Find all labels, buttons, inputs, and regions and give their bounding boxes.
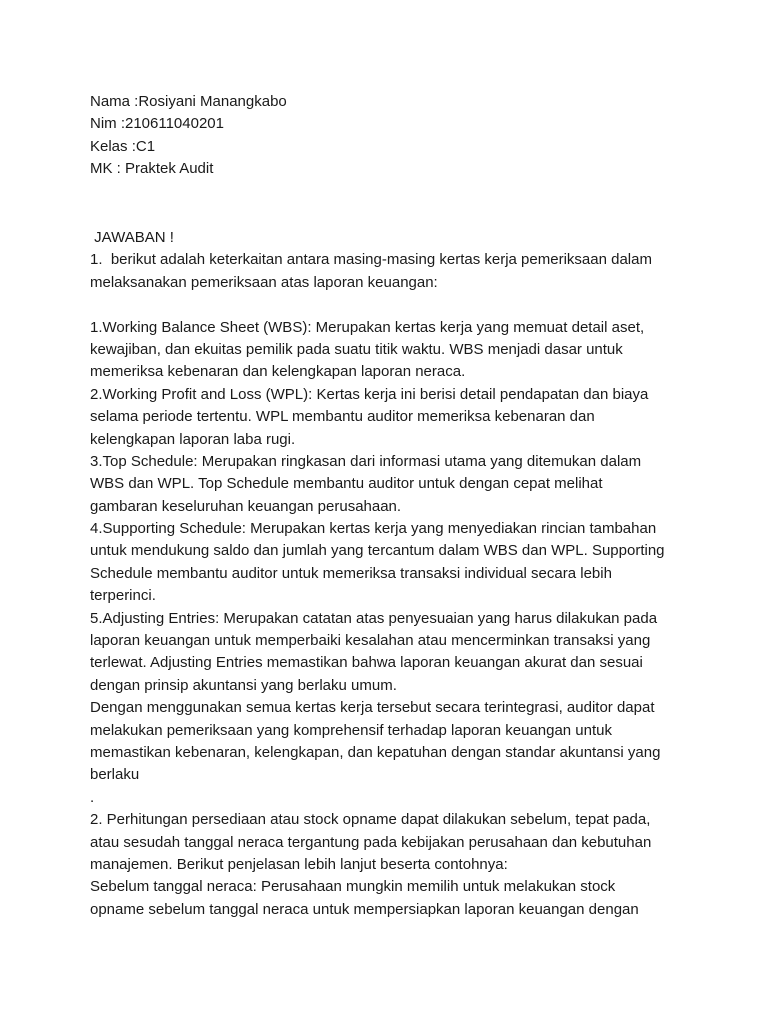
paragraph-line: 1. berikut adalah keterkaitan antara masing-masing kertas kerja pemeriksaan dalam bbox=[90, 251, 652, 269]
paragraph-line: opname sebelum tanggal neraca untuk mempersiapkan laporan keuangan dengan bbox=[90, 900, 639, 918]
student-name: Nama :Rosiyani Manangkabo bbox=[90, 93, 287, 110]
paragraph-line: melaksanakan pemeriksaan atas laporan keuangan: bbox=[90, 273, 438, 291]
paragraph-line: untuk mendukung saldo dan jumlah yang tercantum dalam WBS dan WPL. Supporting bbox=[90, 542, 665, 560]
paragraph-line: 1.Working Balance Sheet (WBS): Merupakan kertas kerja yang memuat detail aset, bbox=[90, 318, 645, 336]
blank-line bbox=[90, 294, 690, 316]
student-info bbox=[90, 91, 690, 181]
paragraph-line: 3.Top Schedule: Merupakan ringkasan dari informasi utama yang ditemukan dalam bbox=[90, 452, 642, 470]
paragraph-line: 5.Adjusting Entries: Merupakan catatan atas penyesuaian yang harus dilakukan pada bbox=[90, 609, 658, 627]
paragraph-line: WBS dan WPL. Top Schedule membantu auditor untuk dengan cepat melihat bbox=[90, 475, 603, 493]
student-nim: Nim :210611040201 bbox=[90, 115, 224, 133]
paragraph-line: 2. Perhitungan persediaan atau stock opname dapat dilakukan sebelum, tepat pada, bbox=[90, 811, 651, 829]
paragraph-line: kewajiban, dan ekuitas pemilik pada suatu titik waktu. WBS menjadi dasar untuk bbox=[90, 340, 623, 358]
paragraph-line: gambaran keseluruhan keuangan perusahaan. bbox=[90, 497, 402, 515]
answer-body bbox=[90, 227, 690, 921]
paragraph-line: selama periode tertentu. WPL membantu auditor memeriksa kebenaran dan bbox=[90, 408, 595, 426]
paragraph-line: 2.Working Profit and Loss (WPL): Kertas kerja ini berisi detail pendapatan dan biaya bbox=[90, 385, 649, 403]
paragraph-line: Schedule membantu auditor untuk memeriksa transaksi individual secara lebih bbox=[90, 564, 612, 582]
course-name: MK : Praktek Audit bbox=[90, 160, 214, 178]
paragraph-line: . bbox=[90, 788, 95, 806]
paragraph-line: laporan keuangan untuk memperbaiki kesalahan atau mencerminkan transaksi yang bbox=[90, 632, 651, 650]
paragraph-line: 4.Supporting Schedule: Merupakan kertas kerja yang menyediakan rincian tambahan bbox=[90, 520, 657, 538]
paragraph-line: memastikan kebenaran, kelengkapan, dan kepatuhan dengan standar akuntansi yang bbox=[90, 743, 661, 761]
paragraph-line: kelengkapan laporan laba rugi. bbox=[90, 430, 296, 448]
student-class: Kelas :C1 bbox=[90, 137, 156, 155]
paragraph-line: berlaku bbox=[90, 766, 140, 784]
paragraph-line: memeriksa kebenaran dan kelengkapan laporan neraca. bbox=[90, 363, 466, 381]
paragraph-line: dengan prinsip akuntansi yang berlaku umum. bbox=[90, 676, 397, 694]
paragraph-line: terlewat. Adjusting Entries memastikan bahwa laporan keuangan akurat dan sesuai bbox=[90, 654, 643, 672]
answer-heading: JAWABAN ! bbox=[90, 229, 174, 246]
paragraph-line: melakukan pemeriksaan yang komprehensif terhadap laporan keuangan untuk bbox=[90, 721, 613, 739]
paragraph-line: atau sesudah tanggal neraca tergantung pada kebijakan perusahaan dan kebutuhan bbox=[90, 833, 652, 851]
paragraph-line: Sebelum tanggal neraca: Perusahaan mungkin memilih untuk melakukan stock bbox=[90, 878, 616, 896]
paragraph-line: manajemen. Berikut penjelasan lebih lanjut beserta contohnya: bbox=[90, 855, 508, 873]
paragraph-line: Dengan menggunakan semua kertas kerja tersebut secara terintegrasi, auditor dapat bbox=[90, 699, 655, 717]
paragraph-line: terperinci. bbox=[90, 587, 156, 605]
